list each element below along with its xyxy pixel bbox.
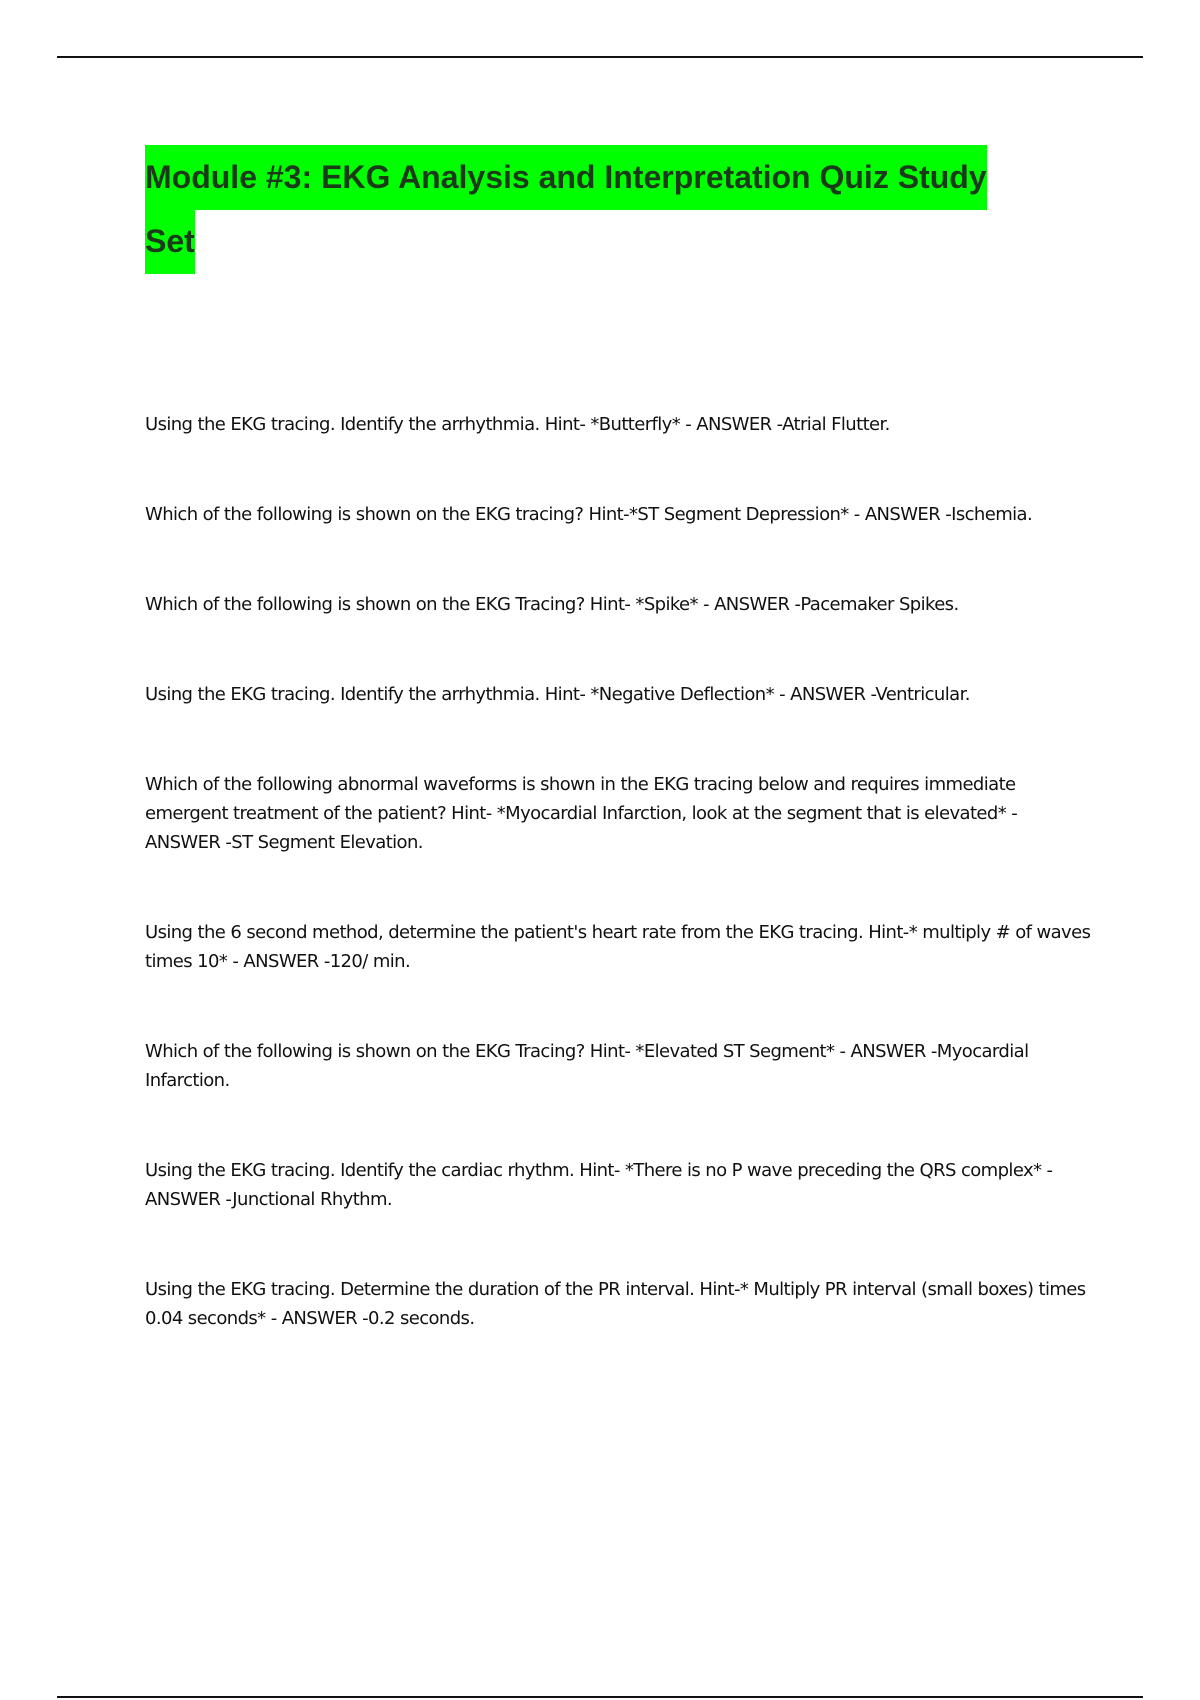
- qa-item-6: Using the 6 second method, determine the patient's heart rate from the EKG tracing. Hint-* multiply # of waves times 10* - ANSWER -120/ min.: [145, 922, 1091, 972]
- qa-item-4: Using the EKG tracing. Identify the arrhythmia. Hint- *Negative Deflection* - ANSWER -Ventricular.: [145, 684, 970, 705]
- page-title-text: Module #3: EKG Analysis and Interpretation Quiz Study Set: [145, 145, 987, 274]
- qa-item-5: Which of the following abnormal waveforms is shown in the EKG tracing below and requires immediate emergent treatment of the patient? Hint- *Myocardial Infarction, look at the segment that is elevated* - ANSWER -ST Segment Elevation.: [145, 774, 1018, 853]
- qa-item-9: Using the EKG tracing. Determine the duration of the PR interval. Hint-* Multiply PR interval (small boxes) times 0.04 seconds* - ANSWER -0.2 seconds.: [145, 1279, 1086, 1329]
- qa-item-2: Which of the following is shown on the EKG tracing? Hint-*ST Segment Depression* - ANSWER -Ischemia.: [145, 504, 1033, 525]
- header-rule: [57, 56, 1143, 58]
- qa-item-3: Which of the following is shown on the EKG Tracing? Hint- *Spike* - ANSWER -Pacemaker Spikes.: [145, 594, 959, 615]
- footer-rule: [57, 1696, 1143, 1698]
- page-title: [145, 145, 1005, 273]
- qa-item-1: Using the EKG tracing. Identify the arrhythmia. Hint- *Butterfly* - ANSWER -Atrial Flutter.: [145, 414, 890, 435]
- title-block: [145, 145, 1005, 273]
- qa-item-7: Which of the following is shown on the EKG Tracing? Hint- *Elevated ST Segment* - ANSWER -Myocardial Infarction.: [145, 1041, 1029, 1091]
- qa-list: [145, 410, 1095, 1394]
- qa-item-8: Using the EKG tracing. Identify the cardiac rhythm. Hint- *There is no P wave preceding the QRS complex* - ANSWER -Junctional Rhythm.: [145, 1160, 1053, 1210]
